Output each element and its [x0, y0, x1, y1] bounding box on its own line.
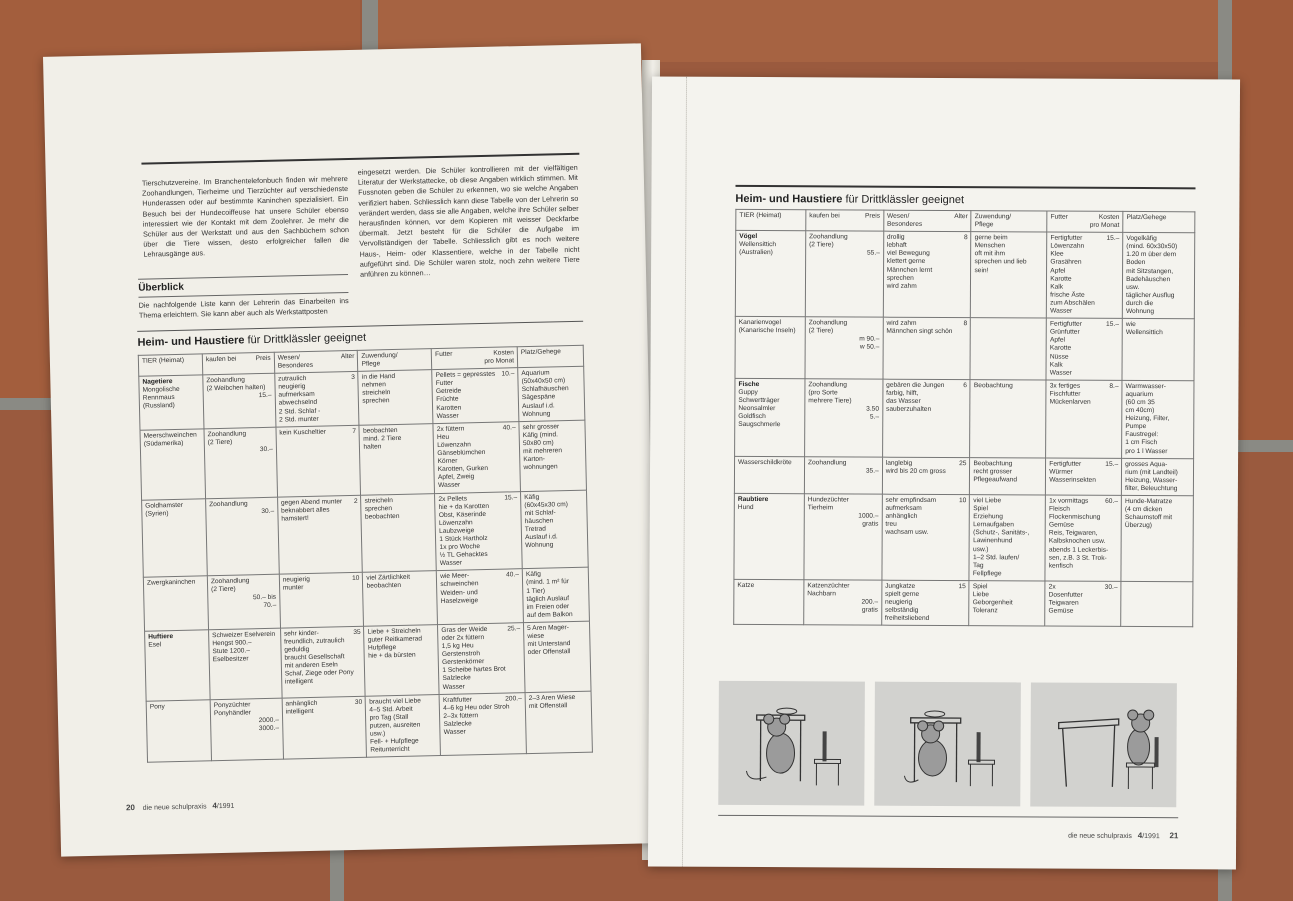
- header-tier: TIER (Heimat): [138, 354, 202, 377]
- table-title: Heim- und Haustiere für Drittklässler geeignet: [735, 192, 965, 207]
- page-footer-left: [126, 801, 235, 812]
- cell-platz: Vogelkäfig (mind. 60x30x50) 1.20 m über dem Boden mit Sitzstangen, Badehäuschen usw. täglicher Ausflug durch die Wohnung: [1122, 233, 1194, 319]
- magazine-name: die neue schulpraxis: [142, 803, 207, 812]
- cell-preis: 35.–: [865, 467, 879, 475]
- cell-futter: 40.– wie Meer- schweinchen Weiden- und Haselzweige: [437, 569, 524, 624]
- cell-platz: Käfig (mind. 1 m² für 1 Tier) täglich Auslauf im Freien oder auf dem Balkon: [522, 567, 589, 622]
- cell-preis: 50.– bis 70.–: [252, 593, 277, 609]
- page-footer-right: [1068, 831, 1178, 841]
- table-row: [146, 691, 592, 763]
- cell-alter: 2: [353, 497, 358, 505]
- table-row: [140, 420, 586, 500]
- table-title: Heim- und Haustiere für Drittklässler geeignet: [137, 331, 367, 349]
- table-rule: [137, 321, 583, 332]
- cell-alter: 10: [958, 497, 967, 505]
- header-wesen: Alter Wesen/ Besonderes: [274, 350, 358, 373]
- magazine-name: die neue schulpraxis: [1068, 832, 1132, 840]
- category-label: Vögel: [739, 233, 758, 241]
- cell-pflege: viel Zärtlichkeit beobachten: [363, 571, 438, 626]
- cell-pflege: viel Liebe Spiel Erziehung Lernaufgaben (Schutz-, Sanitäts-, Lawinenhund usw.) 1–2 Std. laufen/ Tag Fellpflege: [969, 495, 1045, 581]
- overview-rule: [138, 274, 348, 280]
- cell-kosten: 15.–: [1106, 235, 1120, 243]
- cell-kosten: 40.–: [506, 571, 520, 579]
- cell-kosten: 15.–: [504, 493, 518, 502]
- left-page: [43, 43, 659, 856]
- cell-preis: 200.– gratis: [861, 598, 879, 614]
- cell-wesen: 8 drollig lebhaft viel Bewegung klettert gerne Männchen lernt sprechen wird zahm: [883, 231, 971, 317]
- header-platz: Platz/Gehege: [1123, 211, 1195, 233]
- animals-table-left: [138, 345, 593, 763]
- category-label: Raubtiere: [737, 495, 769, 504]
- cell-tier: Nagetiere Mongolische Rennmaus (Russland): [139, 375, 204, 430]
- cell-kosten: 40.–: [502, 424, 516, 432]
- perforation: [682, 77, 689, 867]
- cell-platz: Warmwasser- aquarium (60 cm 35 cm 40cm) Heizung, Filter, Pumpe Faustregel: 1 cm Fisch pro 1 l Wasser: [1122, 380, 1194, 458]
- cell-preis: 30.–: [261, 507, 275, 515]
- category-label: Nagetiere: [142, 378, 173, 386]
- cell-platz: grosses Aqua- rium (mit Landteil) Heizung, Wasser- filter, Beleuchtung: [1121, 458, 1193, 496]
- cell-preis: 1000.– gratis: [858, 512, 879, 528]
- mouse-illustration-3: [1030, 682, 1177, 807]
- page-number: 20: [125, 802, 136, 813]
- cell-alter: 3: [351, 374, 355, 382]
- cell-kosten: 30.–: [1104, 583, 1118, 591]
- header-platz: Platz/Gehege: [517, 345, 583, 368]
- cell-futter: 15.– Fertigfutter Würmer Wasserinsekten: [1046, 458, 1122, 496]
- cell-wesen: 8 wird zahm Männchen singt schön: [883, 317, 971, 379]
- cell-preis: 30.–: [259, 445, 273, 454]
- cell-pflege: Beobachtung: [970, 379, 1046, 457]
- cell-preis: 2000.– 3000.–: [258, 716, 280, 733]
- cell-pflege: gerne beim Menschen oft mit ihm sprechen und lieb sein!: [971, 232, 1047, 318]
- cell-kaufen: Zoohandlung (2 Weibchen halten) 15.–: [203, 373, 276, 428]
- cell-kosten: 15.–: [1106, 320, 1119, 329]
- issue-number: 4: [1137, 831, 1143, 841]
- table-row: [145, 621, 591, 701]
- cell-futter: 15.– Fertigfutter Löwenzahn Klee Grasähren Apfel Karotte Kalk frische Äste zum Abschälen Wasser: [1047, 232, 1123, 318]
- cell-wesen: 2 gegen Abend munter beknabbert alles hamstert!: [277, 495, 362, 575]
- cell-wesen: 6 gebären die Jungen farbig, hilft, das Wasser sauberzuhalten: [882, 379, 970, 457]
- header-wesen: Alter Wesen/ Besonderes: [883, 210, 971, 232]
- cell-kosten: 10.–: [501, 370, 515, 378]
- cell-tier: Fische Guppy Schwertträger Neonsalmler Goldfisch Saugschmerle: [735, 378, 805, 456]
- cell-kaufen: Zoohandlung (2 Tiere) 50.– bis 70.–: [207, 575, 280, 630]
- cell-platz: 5 Aren Mager- wiese mit Unterstand oder Offenstall: [524, 621, 592, 692]
- header-kaufen: kaufen bei Preis: [202, 352, 274, 375]
- header-pflege: Zuwendung/ Pflege: [358, 349, 432, 372]
- cell-alter: 10: [351, 575, 360, 583]
- header-tier: TIER (Heimat): [736, 209, 806, 231]
- table-row: [734, 456, 1193, 496]
- cell-pflege: [970, 318, 1046, 380]
- cell-pflege: in die Hand nehmen streicheln sprechen: [358, 370, 433, 425]
- cell-kosten: 15.–: [1105, 460, 1119, 468]
- issue-year: /1991: [1142, 833, 1160, 841]
- cell-tier: Kanarienvogel (Kanarische Inseln): [735, 317, 805, 379]
- mouse-illustration-1: [718, 681, 865, 806]
- cell-preis: m 90.– w 50.–: [859, 335, 880, 352]
- cell-pflege: beobachten mind. 2 Tiere halten: [359, 423, 434, 494]
- category-label: Fische: [738, 380, 760, 388]
- cell-tier: Zwergkaninchen: [143, 576, 208, 631]
- header-kaufen: kaufen bei Preis: [806, 210, 884, 232]
- cell-platz: Aquarium (50x40x50 cm) Schlafhäuschen Sägespäne Auslauf i.d. Wohnung: [518, 366, 585, 421]
- table-row: [734, 493, 1193, 581]
- cell-kosten: 8.–: [1109, 382, 1119, 390]
- cell-kaufen: Zoohandlung (pro Sorte mehrere Tiere) 3.50 5.–: [805, 379, 883, 457]
- cell-futter: 40.– 2x füttern Heu Löwenzahn Gänseblümchen Körner Karotten, Gurken Apfel, Zweig Wasser: [433, 421, 520, 493]
- cell-alter: 7: [352, 427, 357, 435]
- cell-tier: Wasserschildkröte: [734, 456, 804, 494]
- cell-wesen: 15 Jungkatze spielt gerne neugierig selbständig freiheitsliebend: [881, 580, 969, 626]
- cell-preis: 55.–: [866, 249, 880, 258]
- cell-platz: [1121, 581, 1193, 627]
- right-page: [648, 76, 1240, 869]
- cell-futter: 15.– Fertigfutter Grünfutter Apfel Karotte Nüsse Kalk Wasser: [1046, 318, 1122, 380]
- cell-kaufen: Schweizer Eselverein Hengst 900.– Stute 1200.– Eselbesitzer: [209, 628, 282, 699]
- table-row: [735, 317, 1194, 381]
- cell-futter: 30.– 2x Dosenfutter Teigwaren Gemüse: [1045, 581, 1121, 627]
- cell-futter: 25.– Gras der Weide oder 2x füttern 1,5 kg Heu Gerstenstroh Gerstenkörner 1 Scheibe hartes Brot Salzlecke Wasser: [438, 623, 525, 695]
- cell-platz: 2–3 Aren Wiese mit Offenstall: [525, 691, 592, 754]
- cell-tier: Raubtiere Hund: [734, 493, 804, 579]
- cell-alter: 8: [963, 320, 968, 328]
- floor-grout: [330, 850, 344, 901]
- cell-alter: 35: [353, 628, 361, 636]
- cell-futter: 10.– Pellets = gepresstes Futter Getreide Früchte Karotten Wasser: [432, 368, 519, 423]
- cell-wesen: 10 neugierig munter: [279, 573, 364, 628]
- cell-wesen: 25 langlebig wird bis 20 cm gross: [882, 457, 970, 495]
- floor-grout: [1232, 440, 1293, 452]
- top-rule: [141, 153, 579, 164]
- cell-tier: Huftiere Esel: [145, 630, 211, 701]
- cell-kaufen: Zoohandlung (2 Tiere) m 90.– w 50.–: [805, 317, 883, 379]
- table-row: [142, 490, 589, 578]
- mouse-illustration-2: [874, 682, 1021, 807]
- cell-kaufen: Zoohandlung (2 Tiere) 30.–: [204, 427, 277, 498]
- cell-tier: Pony: [146, 699, 211, 762]
- page-number: 21: [1169, 831, 1179, 841]
- cell-kosten: 200.–: [505, 694, 522, 703]
- cell-wesen: 10 sehr empfindsam aufmerksam anhänglich treu wachsam usw.: [882, 494, 970, 580]
- animals-table-right: [733, 209, 1195, 628]
- cell-wesen: 30 anhänglich intelligent: [282, 696, 367, 760]
- table-row: [735, 231, 1194, 319]
- cell-pflege: Liebe + Streicheln guter Reitkamerad Hufpflege hie + da bürsten: [364, 624, 439, 695]
- overview-heading: Überblick: [138, 281, 184, 294]
- cell-futter: 200.– Kraftfutter 4–6 kg Heu oder Stroh 2–3x füttern Salzlecke Wasser: [439, 692, 526, 756]
- issue-number: 4: [212, 801, 217, 811]
- cell-alter: 25: [959, 459, 967, 467]
- cell-alter: 15: [958, 583, 966, 591]
- cell-kaufen: Hundezüchter Tierheim 1000.– gratis: [804, 494, 882, 580]
- cell-tier: Goldhamster (Syrien): [142, 498, 208, 577]
- cell-kaufen: Katzenzüchter Nachbarn 200.– gratis: [804, 580, 882, 626]
- cell-preis: 3.50 5.–: [866, 405, 880, 421]
- cell-preis: 15.–: [258, 392, 272, 400]
- cell-pflege: streicheln sprechen beobachten: [361, 493, 437, 572]
- cell-platz: sehr grosser Käfig (mind. 50x80 cm) mit mehreren Karton- wohnungen: [519, 420, 587, 491]
- cell-kaufen: Zoohandlung (2 Tiere) 55.–: [805, 231, 883, 317]
- table-row: [735, 378, 1194, 458]
- cell-futter: 15.– 2x Pellets hie + da Karotten Obst, Käserinde Löwenzahn Laubzweige 1 Stück Hartholz 1x pro Woche ½ TL Gehacktes Wasser: [435, 491, 523, 571]
- overview-text: Die nachfolgende Liste kann der Lehrerin das Einarbeiten ins Thema erleichtern. Sie kann aber auch als Werkstattposten: [138, 296, 349, 320]
- cell-futter: 8.– 3x fertiges Fischfutter Mückenlarven: [1046, 380, 1122, 458]
- cell-wesen: 35 sehr kinder- freundlich, zutraulich geduldig braucht Gesellschaft mit anderen Eseln Schaf, Ziege oder Pony intelligent: [280, 626, 365, 698]
- category-label: Huftiere: [148, 632, 174, 641]
- cell-pflege: Spiel Liebe Geborgenheit Toleranz: [969, 581, 1045, 627]
- cell-futter: 60.– 1x vormittags Fleisch Flockenmischung Gemüse Reis, Teigwaren, Kalbsknochen usw. abends 1 Leckerbis- sen, z.B. 3 St. Trok- kenfisch: [1045, 495, 1121, 581]
- header-futter: Futter Kosten pro Monat: [1047, 211, 1123, 233]
- cell-kosten: 25.–: [507, 625, 521, 633]
- cell-pflege: braucht viel Liebe 4–5 Std. Arbeit pro Tag (Stall putzen, ausreiten usw.) Fell- + Hufpflege Reitunterricht: [366, 694, 441, 757]
- top-rule: [735, 185, 1195, 189]
- cell-wesen: 3 zutraulich neugierig aufmerksam abwechselnd 2 Std. Schlaf - 2 Std. munter: [275, 372, 360, 427]
- cell-kaufen: Zoohandlung 30.–: [206, 497, 280, 576]
- table-header-row: [736, 209, 1195, 233]
- cell-alter: 8: [963, 234, 968, 242]
- cell-tier: Katze: [734, 579, 804, 625]
- bottom-rule: [718, 815, 1178, 818]
- cell-pflege: Beobachtung recht grosser Pflegeaufwand: [970, 457, 1046, 495]
- cell-kosten: 60.–: [1105, 497, 1118, 505]
- table-row: [734, 579, 1193, 627]
- cell-wesen: 7 kein Kuscheltier: [276, 425, 361, 497]
- cell-tier: Meerschweinchen (Südamerika): [140, 429, 206, 500]
- cell-kaufen: Ponyzüchter Ponyhändler 2000.– 3000.–: [210, 698, 283, 761]
- issue-year: /1991: [216, 802, 235, 811]
- header-futter: Futter Kosten pro Monat: [432, 347, 518, 370]
- floor-tile: [1232, 0, 1293, 440]
- cell-kaufen: Zoohandlung 35.–: [804, 456, 882, 494]
- header-pflege: Zuwendung/ Pflege: [971, 211, 1047, 233]
- cell-platz: wie Wellensittich: [1122, 319, 1194, 381]
- cell-alter: 6: [963, 381, 967, 389]
- intro-text-col1: Tierschutzvereine. Im Branchentelefonbuch finden wir mehrere Zoohandlungen, Tierheime und Tierzüchter auf verschiedenste Hunderassen oder auf bestimmte Kaninchen spezialisiert. Ein Besuch bei der Hundecoiffeuse hat unsere Schüler ebenso interessiert wie der Kontakt mit dem Zoolehrer. Je mehr die Schüler aus der Werkstatt und aus den Sachbüchern schon über die Tiere wissen, desto erfolgreicher fallen die Lehrausgänge aus.: [141, 174, 350, 260]
- cell-platz: Hunde-Matratze (4 cm dicken Schaumstoff mit Überzug): [1121, 495, 1193, 581]
- intro-text-col2: eingesetzt werden. Die Schüler kontrollieren mit der vielfältigen Literatur der Werkstattecke, ob diese Angaben wirklich stimmen. Mit Fussnoten geben die Schüler zu erkennen, wo sie welche Angaben verifiziert haben. Schliesslich kann diese Tabelle von der Lehrerin so verändert werden, dass sie alle Angaben, welche ihre Schüler selber herausfinden können, vor dem Kopieren mit weisser Deckfarbe übermalt. Jetzt besteht für die Schüler die Aufgabe im Vervollständigen der Tabelle. Schliesslich gibt es noch weitere Haus-, Heim- oder Klassentiere, welche in der Tabelle nicht aufgeführt sind. Die Schüler waren stolz, noch zehn weitere Tiere anführen zu können…: [357, 162, 580, 279]
- cell-platz: Käfig (60x45x30 cm) mit Schlaf- häuschen Tretrad Auslauf i.d. Wohnung: [521, 490, 589, 569]
- cell-alter: 30: [354, 698, 363, 706]
- cell-tier: Vögel Wellensittich (Australien): [735, 231, 805, 317]
